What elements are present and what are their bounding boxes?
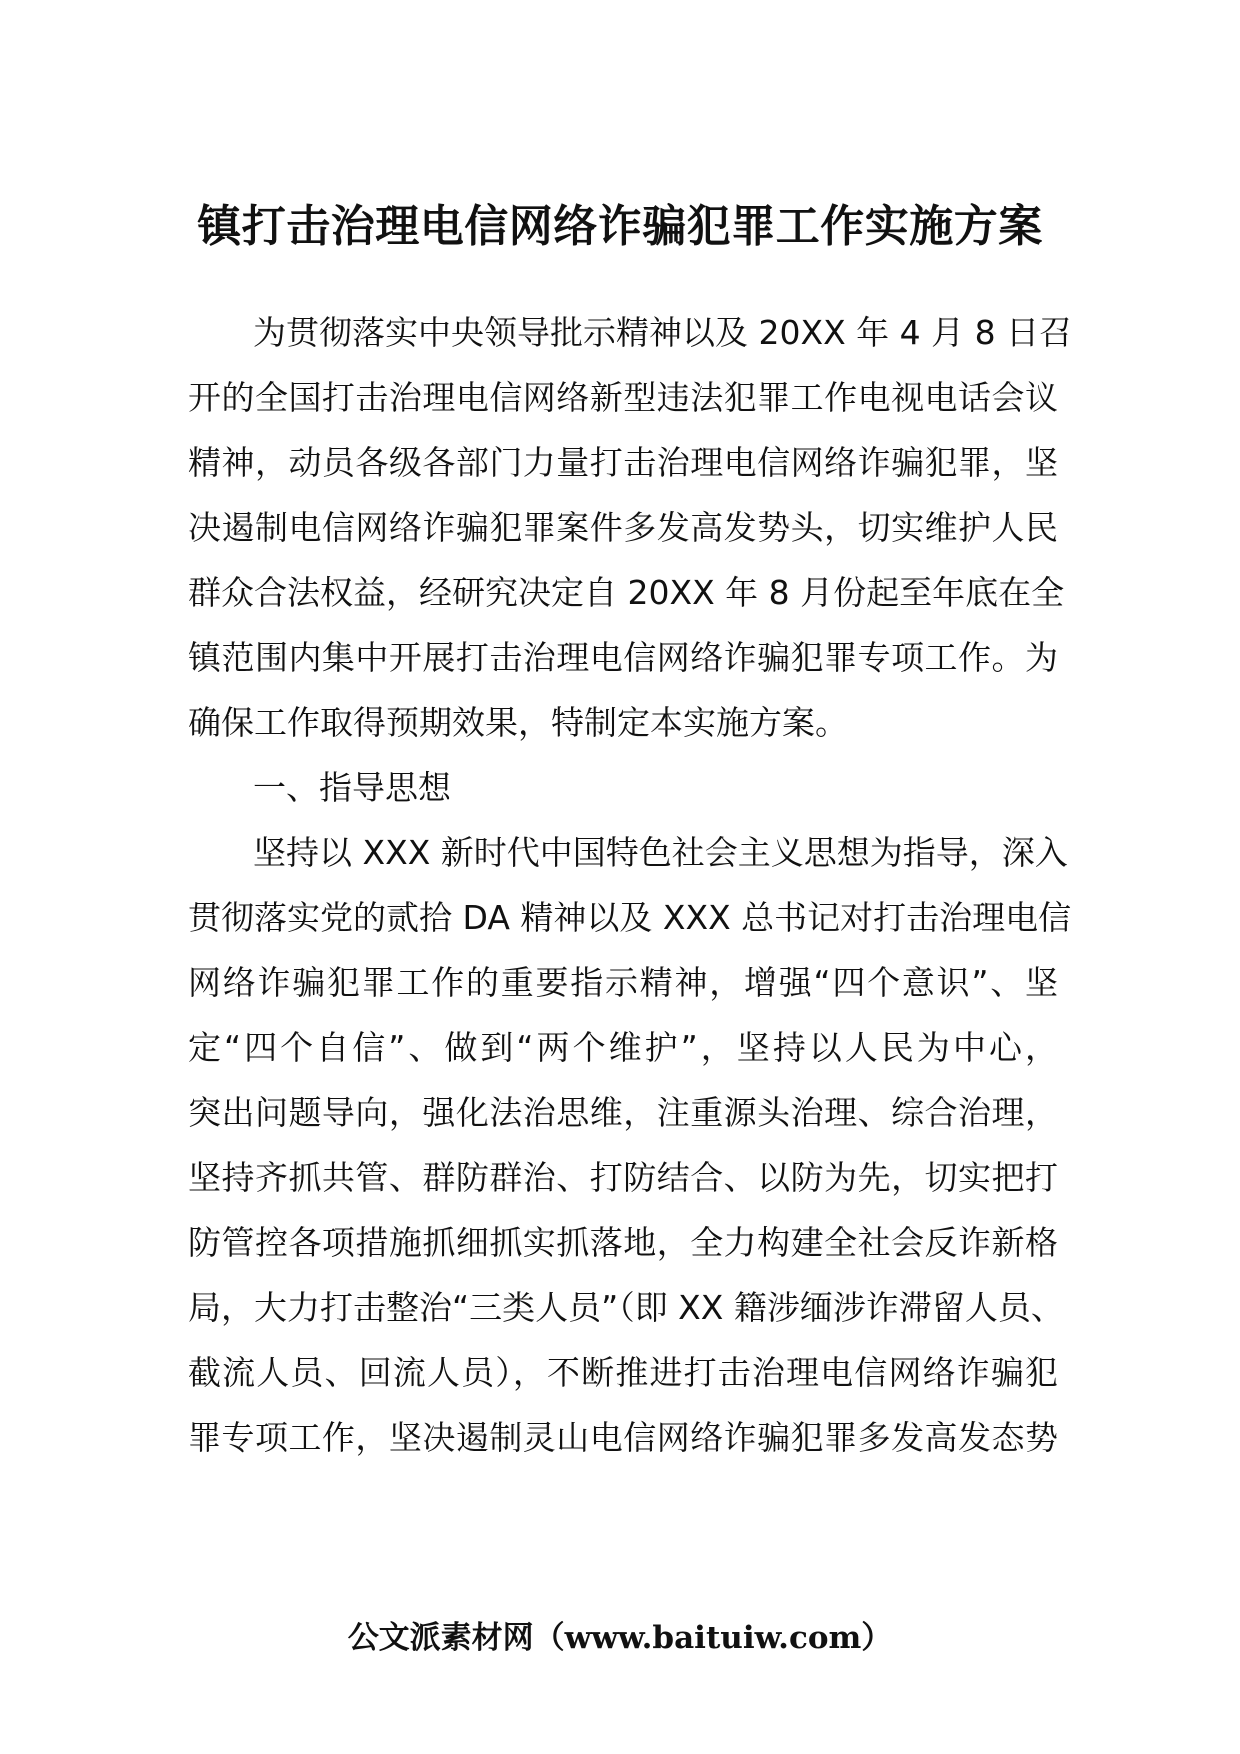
paragraph-2-line-10: 罪专项工作，坚决遏制灵山电信网络诈骗犯罪多发高发态势	[188, 1418, 1058, 1457]
paragraph-1-line-2: 开的全国打击治理电信网络新型违法犯罪工作电视电话会议	[188, 378, 1058, 417]
paragraph-2-line-6: 坚持齐抓共管、群防群治、打防结合、以防为先，切实把打	[188, 1158, 1058, 1197]
paragraph-2-line-8: 局，大力打击整治“三类人员”（即 XX 籍涉缅涉诈滞留人员、	[188, 1288, 1064, 1327]
document-body	[188, 300, 1073, 1470]
paragraph-1-line-7: 确保工作取得预期效果，特制定本实施方案。	[188, 703, 848, 742]
paragraph-1-line-5: 群众合法权益，经研究决定自 20XX 年 8 月份起至年底在全	[188, 573, 1065, 612]
paragraph-1-line-6: 镇范围内集中开展打击治理电信网络诈骗犯罪专项工作。为	[188, 638, 1058, 677]
paragraph-1-line-1: 为贯彻落实中央领导批示精神以及 20XX 年 4 月 8 日召	[253, 313, 1073, 352]
section-1-heading: 一、指导思想	[253, 768, 451, 807]
paragraph-2-line-3: 网络诈骗犯罪工作的重要指示精神，增强“四个意识”、坚	[188, 963, 1058, 1002]
paragraph-2-line-4: 定“四个自信”、做到“两个维护”，坚持以人民为中心，	[188, 1028, 1058, 1067]
paragraph-2-line-5: 突出问题导向，强化法治思维，注重源头治理、综合治理，	[188, 1093, 1058, 1132]
paragraph-1-line-3: 精神，动员各级各部门力量打击治理电信网络诈骗犯罪，坚	[188, 443, 1058, 482]
document-title: 镇打击治理电信网络诈骗犯罪工作实施方案	[197, 201, 1043, 252]
paragraph-2-line-2: 贯彻落实党的贰拾 DA 精神以及 XXX 总书记对打击治理电信	[188, 898, 1072, 937]
paragraph-2-line-7: 防管控各项措施抓细抓实抓落地，全力构建全社会反诈新格	[188, 1223, 1058, 1262]
paragraph-1-line-4: 决遏制电信网络诈骗犯罪案件多发高发势头，切实维护人民	[188, 508, 1058, 547]
footer-source-text: 公文派素材网（www.baituiw.com）	[347, 1620, 893, 1656]
paragraph-2-line-1: 坚持以 XXX 新时代中国特色社会主义思想为指导，深入	[253, 833, 1068, 872]
paragraph-2-line-9: 截流人员、回流人员），不断推进打击治理电信网络诈骗犯	[188, 1353, 1058, 1392]
